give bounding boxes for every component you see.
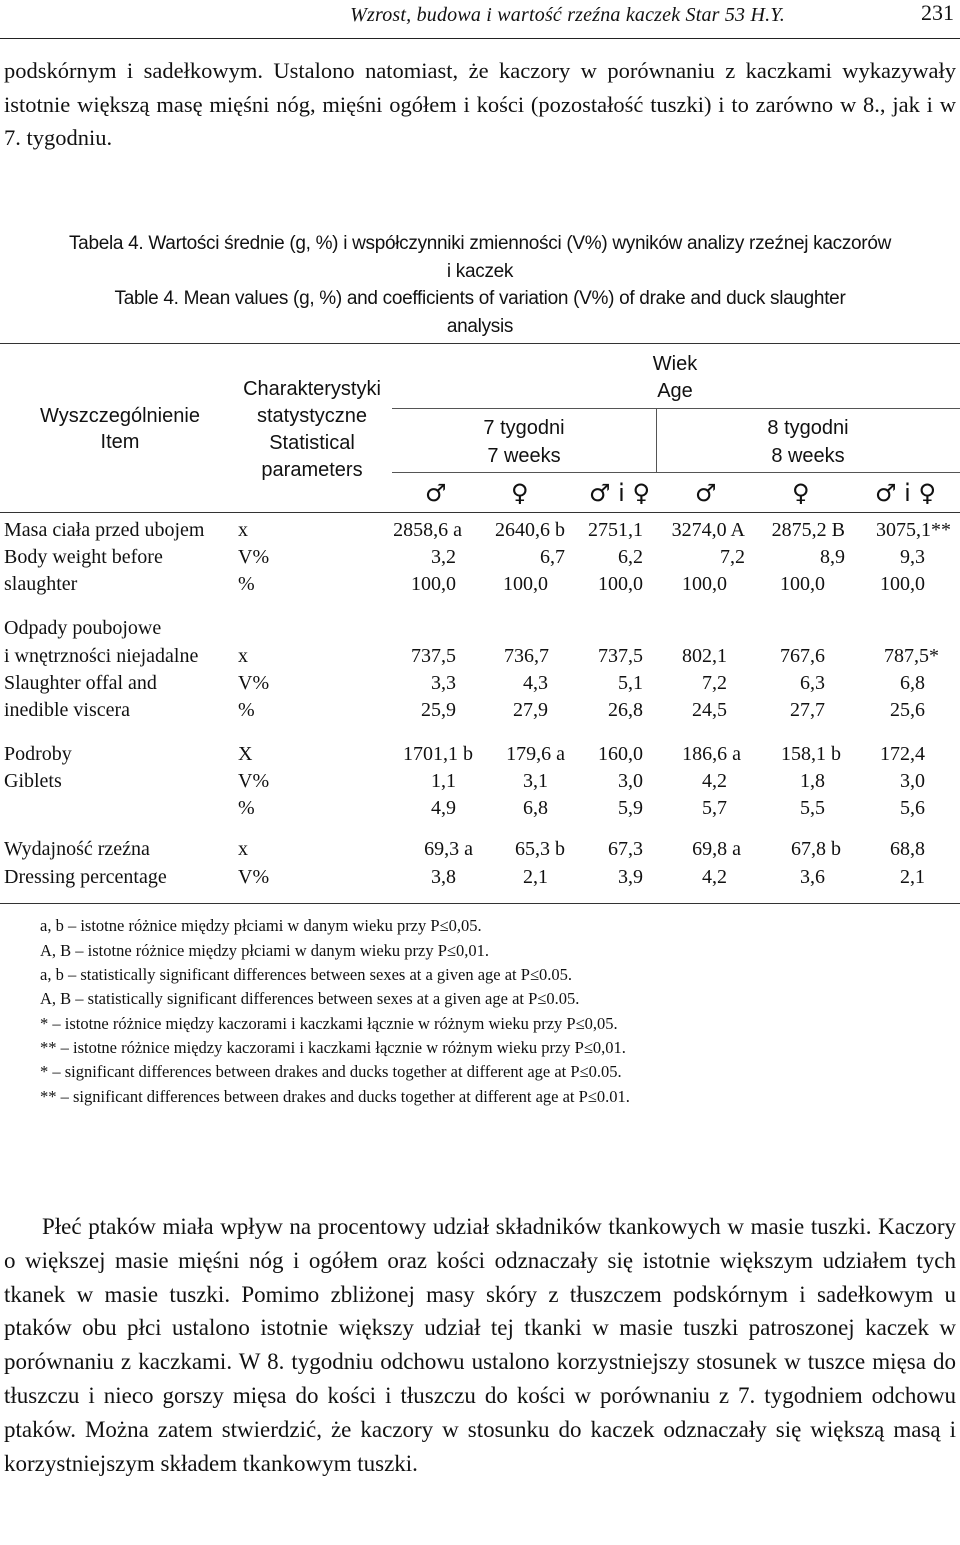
cell: 5,1 <box>618 672 643 694</box>
footnote: A, B – istotne różnice między płciami w danym wieku przy P≤0,01. <box>40 941 489 960</box>
female-7-symbol: ♀ <box>511 479 529 507</box>
cell: 100,0 <box>682 573 727 595</box>
cell: 69,8 a <box>692 838 741 860</box>
cell: 1701,1 b <box>403 743 473 765</box>
cell: 3,8 <box>431 866 456 888</box>
intro-paragraph: podskórnym i sadełkowym. Ustalono natomiast, że kaczory w porównaniu z kaczkami wykazywały istotnie większą masę mięśni nóg, mięśni ogółem i kości (pozostałość tuszki) i to zarówno w 8., jak i w 7. tygodniu. <box>4 58 956 150</box>
cell: 67,3 <box>608 838 643 860</box>
cell: 4,9 <box>431 797 456 819</box>
cell: 2751,1 <box>588 519 643 541</box>
g1-label-3: slaughter <box>4 573 78 595</box>
head-param-3: Statistical <box>269 432 355 454</box>
cell: 7,2 <box>720 546 745 568</box>
cell: 6,8 <box>523 797 548 819</box>
param-v: V% <box>238 770 270 792</box>
footnote: * – significant differences between drakes and ducks together at different age at P≤0.05. <box>40 1062 622 1081</box>
running-title: Wzrost, budowa i wartość rzeźna kaczek Star 53 H.Y. <box>350 4 785 26</box>
param-v: V% <box>238 546 270 568</box>
table-head-rule <box>0 512 960 513</box>
cell: 100,0 <box>880 573 925 595</box>
cell: 3274,0 A <box>671 519 745 541</box>
male-8-symbol: ♂ <box>695 479 717 507</box>
male-7-symbol: ♂ <box>425 479 447 507</box>
age-rule <box>392 408 960 409</box>
head-item-en: Item <box>100 431 140 453</box>
page-number: 231 <box>921 0 954 25</box>
cell: 5,5 <box>800 797 825 819</box>
cell: 2875,2 B <box>771 519 845 541</box>
footnote: a, b – statistically significant differences between sexes at a given age at P≤0.05. <box>40 965 572 984</box>
cell: 3,0 <box>618 770 643 792</box>
footnote: ** – significant differences between drakes and ducks together at different age at P≤0.01. <box>40 1087 630 1106</box>
head-age-pl: Wiek <box>652 353 698 375</box>
g2-label-1: Odpady poubojowe <box>4 617 162 639</box>
caption-en-line-1: Table 4. Mean values (g, %) and coefficients of variation (V%) of drake and duck slaughter <box>114 288 846 309</box>
head-param-1: Charakterystyki <box>243 378 381 400</box>
cell: 160,0 <box>598 743 643 765</box>
cell: 25,6 <box>890 699 925 721</box>
cell: 5,7 <box>702 797 727 819</box>
head-week7-pl: 7 tygodni <box>483 417 565 439</box>
cell: 100,0 <box>780 573 825 595</box>
param-pct: % <box>238 797 255 819</box>
footnote: a, b – istotne różnice między płciami w danym wieku przy P≤0,05. <box>40 916 482 935</box>
cell: 5,6 <box>900 797 925 819</box>
cell: 2,1 <box>900 866 925 888</box>
head-week7-en: 7 weeks <box>487 445 561 467</box>
cell: 67,8 b <box>791 838 841 860</box>
param-x: X <box>238 743 253 765</box>
cell: 3,3 <box>431 672 456 694</box>
table-caption-en <box>0 285 960 341</box>
cell: 4,3 <box>523 672 548 694</box>
cell: 3,1 <box>523 770 548 792</box>
head-item-pl: Wyszczególnienie <box>40 405 200 427</box>
cell: 100,0 <box>598 573 643 595</box>
g2-label-2: i wnętrzności niejadalne <box>4 645 199 667</box>
head-param-4: parameters <box>261 459 363 481</box>
cell: 737,5 <box>411 645 456 667</box>
g2-label-4: inedible viscera <box>4 699 131 721</box>
param-x: x <box>238 838 248 860</box>
closing-paragraph: Płeć ptaków miała wpływ na procentowy udział składników tkankowych w masie tuszki. Kaczory o większej masie mięśni nóg i ogółem oraz kości odznaczały się istotnie większym udziałem tych tkanek w masie tuszki. Pomimo zbliżonej masy skóry z tłuszczem podskórnym i sadełkowym u ptaków obu płci ustalono istotnie większy udział tej tkanki w masie tuszki patroszonej kaczek w porównaniu z kaczkami. W 8. tygodniu odchowu ustalono korzystniejszy stosunek w tuszce mięsa do tłuszczu i nieco gorszy mięsa do kości i tłuszczu do kości w porównaniu z 7. tygodniem odchowu ptaków. Można zatem stwierdzić, że kaczory w stosunku do kaczek odznaczały się większą masą i korzystniejszym składem tkankowym tuszki. <box>4 1214 956 1476</box>
cell: 26,8 <box>608 699 643 721</box>
cell: 65,3 b <box>515 838 565 860</box>
cell: 6,7 <box>540 546 565 568</box>
cell: 2640,6 b <box>495 519 565 541</box>
param-x: x <box>238 519 248 541</box>
cell: 3,2 <box>431 546 456 568</box>
g4-label-2: Dressing percentage <box>4 866 167 888</box>
head-week8-pl: 8 tygodni <box>767 417 849 439</box>
female-8-symbol: ♀ <box>792 479 810 507</box>
cell: 802,1 <box>682 645 727 667</box>
cell: 767,6 <box>780 645 825 667</box>
footnote: A, B – statistically significant differences between sexes at a given age at P≤0.05. <box>40 989 580 1008</box>
table-caption-pl <box>0 230 960 286</box>
cell: 737,5 <box>598 645 643 667</box>
param-v: V% <box>238 866 270 888</box>
g2-label-3: Slaughter offal and <box>4 672 157 694</box>
footnote: * – istotne różnice między kaczorami i kaczkami łącznie w różnym wieku przy P≤0,05. <box>40 1014 618 1033</box>
cell: 27,9 <box>513 699 548 721</box>
cell: 5,9 <box>618 797 643 819</box>
param-v: V% <box>238 672 270 694</box>
param-x: x <box>238 645 248 667</box>
cell: 2,1 <box>523 866 548 888</box>
cell: 6,2 <box>618 546 643 568</box>
param-pct: % <box>238 573 255 595</box>
cell: 68,8 <box>890 838 925 860</box>
table-top-rule <box>0 343 960 344</box>
cell: 3,6 <box>800 866 825 888</box>
cell: 4,2 <box>702 770 727 792</box>
cell: 172,4 <box>880 743 925 765</box>
running-header <box>0 0 960 39</box>
caption-pl-line-1: Tabela 4. Wartości średnie (g, %) i współczynniki zmienności (V%) wyników analizy rzeźnej kaczorów <box>68 233 892 254</box>
cell: 8,9 <box>820 546 845 568</box>
g3-label-1: Podroby <box>4 743 72 765</box>
cell: 3075,1** <box>876 519 951 541</box>
cell: 7,2 <box>702 672 727 694</box>
head-age-en: Age <box>657 380 693 402</box>
cell: 736,7 <box>504 645 549 667</box>
head-param-2: statystyczne <box>256 405 368 427</box>
cell: 787,5* <box>884 645 939 667</box>
head-week8-en: 8 weeks <box>771 445 845 467</box>
cell: 69,3 a <box>424 838 473 860</box>
cell: 4,2 <box>702 866 727 888</box>
cell: 27,7 <box>790 699 825 721</box>
param-pct: % <box>238 699 255 721</box>
g4-label-1: Wydajność rzeźna <box>4 838 150 860</box>
cell: 158,1 b <box>781 743 841 765</box>
cell: 3,9 <box>618 866 643 888</box>
cell: 24,5 <box>692 699 727 721</box>
cell: 25,9 <box>421 699 456 721</box>
cell: 100,0 <box>411 573 456 595</box>
footnote: ** – istotne różnice między kaczorami i kaczkami łącznie w różnym wieku przy P≤0,01. <box>40 1038 626 1057</box>
sex-rule <box>392 472 960 473</box>
cell: 6,8 <box>900 672 925 694</box>
cell: 3,0 <box>900 770 925 792</box>
g1-label-2: Body weight before <box>4 546 163 568</box>
g3-label-2: Giblets <box>4 770 62 792</box>
cell: 179,6 a <box>506 743 565 765</box>
caption-pl-line-2: i kaczek <box>446 261 514 282</box>
cell: 186,6 a <box>682 743 741 765</box>
cell: 9,3 <box>900 546 925 568</box>
cell: 1,8 <box>800 770 825 792</box>
both-8-symbol: ♂ i ♀ <box>875 479 937 507</box>
both-7-symbol: ♂ i ♀ <box>589 479 651 507</box>
cell: 2858,6 a <box>393 519 462 541</box>
cell: 1,1 <box>431 770 456 792</box>
cell: 100,0 <box>503 573 548 595</box>
g1-label-1: Masa ciała przed ubojem <box>4 519 205 541</box>
caption-en-line-2: analysis <box>446 316 514 337</box>
cell: 6,3 <box>800 672 825 694</box>
table-bottom-rule <box>0 903 960 904</box>
